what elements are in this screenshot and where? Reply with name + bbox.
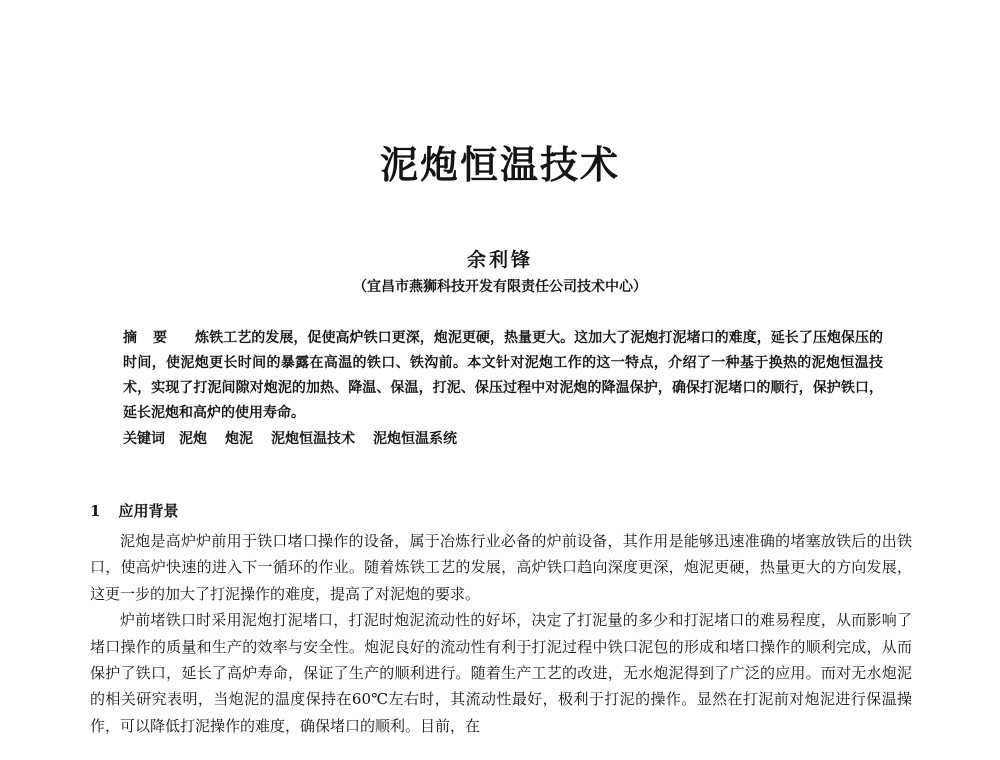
keywords-line — [123, 427, 883, 452]
keyword: 炮泥 — [225, 431, 253, 447]
abstract-block — [123, 326, 883, 452]
keyword: 泥炮恒温系统 — [373, 431, 457, 447]
keyword: 泥炮 — [179, 431, 207, 447]
abstract-paragraph — [123, 326, 883, 426]
section-heading — [90, 500, 178, 521]
section-number: 1 — [90, 502, 101, 520]
abstract-text: 炼铁工艺的发展，促使高炉铁口更深，炮泥更硬，热量更大。这加大了泥炮打泥堵口的难度，延长了压炮保压的时间，使泥炮更长时间的暴露在高温的铁口、铁沟前。本文针对泥炮工作的这一特点，介绍了一种基于换热的泥炮恒温技术，实现了打泥间隙对炮泥的加热、降温、保温，打泥、保压过程中对泥炮的降温保护，确保打泥堵口的顺行，保护铁口，延长泥炮和高炉的使用寿命。 — [123, 330, 884, 421]
keywords-label: 关键词 — [123, 431, 165, 447]
author-name: 余利锋 — [466, 249, 533, 271]
body-paragraph: 泥炮是高炉炉前用于铁口堵口操作的设备，属于冶炼行业必备的炉前设备，其作用是能够迅速准确的堵塞放铁后的出铁口，使高炉快速的进入下一循环的作业。随着炼铁工艺的发展，高炉铁口趋向深度更深，炮泥更硬，热量更大的方向发展，这更一步的加大了打泥操作的难度，提高了对泥炮的要求。 — [90, 532, 912, 603]
section-body — [90, 528, 912, 739]
keyword: 泥炮恒温技术 — [271, 431, 355, 447]
author-affiliation: （宜昌市燕狮科技开发有限责任公司技术中心） — [353, 279, 647, 295]
body-paragraph: 炉前堵铁口时采用泥炮打泥堵口，打泥时炮泥流动性的好坏，决定了打泥量的多少和打泥堵口的难易程度，从而影响了堵口操作的质量和生产的效率与安全性。炮泥良好的流动性有利于打泥过程中铁口泥包的形成和堵口操作的顺利完成，从而保护了铁口，延长了高炉寿命，保证了生产的顺利进行。随着生产工艺的改进，无水炮泥得到了广泛的应用。而对无水炮泥的相关研究表明，当炮泥的温度保持在60℃左右时，其流动性最好，极利于打泥的操作。显然在打泥前对炮泥进行保温操作，可以降低打泥操作的难度，确保堵口的顺利。目前，在 — [90, 611, 912, 735]
section-title: 应用背景 — [118, 502, 179, 520]
abstract-label: 摘要 — [123, 330, 184, 346]
paper-title: 泥炮恒温技术 — [379, 142, 620, 187]
